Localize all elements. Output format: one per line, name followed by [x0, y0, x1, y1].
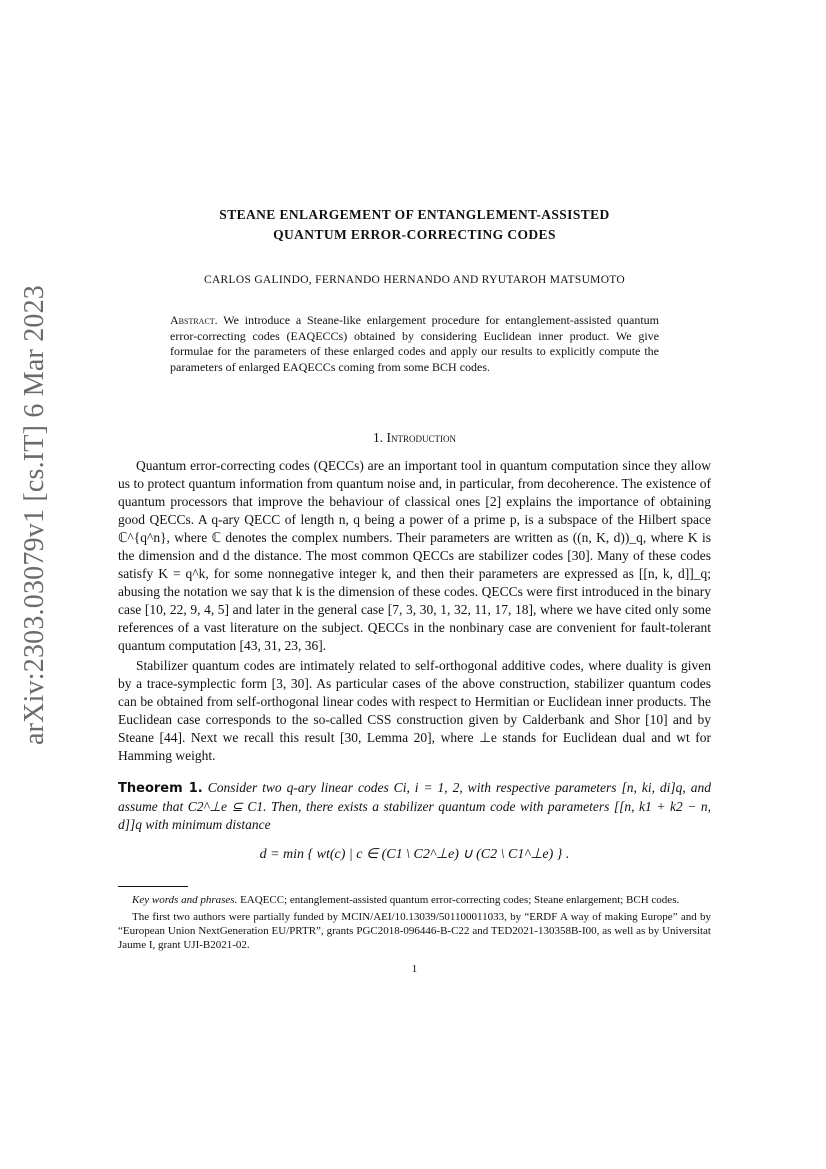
keywords-label: Key words and phrases. — [132, 894, 238, 906]
theorem-statement: Consider two q-ary linear codes Ci, i = 1, 2, with respective parameters [n, ki, di]q, and assume that C2^⊥e ⊆ C1. Then, there exists a stabilizer quantum code with parameters [[n, k1 + k2 − n, d]]q with minimum distance — [118, 780, 711, 832]
intro-paragraph-1: Quantum error-correcting codes (QECCs) are an important tool in quantum computation since they allow us to protect quantum information from quantum noise and, in particular, from decoherence. The existence of quantum processors that improve the behaviour of classical ones [2] explains the importance of obtaining good QECCs. A q-ary QECC of length n, q being a power of a prime p, is a subspace of the Hilbert space ℂ^{q^n}, where ℂ denotes the complex numbers. Their parameters are written as ((n, K, d))_q, where K is the dimension and d the distance. The most common QECCs are stabilizer codes [30]. Many of these codes satisfy K = q^k, for some nonnegative integer k, and then their parameters are expressed as [[n, k, d]]_q; abusing the notation we say that k is the dimension of these codes. QECCs were first introduced in the binary case [10, 22, 9, 4, 5] and later in the general case [7, 3, 30, 1, 32, 11, 17, 18], where we have cited only some references of a vast literature on the subject. QECCs in the nonbinary case are convenient for fault-tolerant quantum computation [43, 31, 23, 36]. — [118, 458, 711, 653]
author-list: CARLOS GALINDO, FERNANDO HERNANDO AND RYUTAROH MATSUMOTO — [203, 274, 626, 286]
abstract — [170, 313, 659, 375]
footnote-keywords — [118, 893, 711, 907]
title-line-2: QUANTUM ERROR-CORRECTING CODES — [273, 227, 556, 242]
distance-formula: d = min { wt(c) | c ∈ (C1 \ C2^⊥e) ∪ (C2 \ C1^⊥e) } . — [259, 847, 570, 862]
footnote-funding: The first two authors were partially funded by MCIN/AEI/10.13039/501100011033, by “ERDF A way of making Europe” and by “European Union NextGeneration EU/PRTR”, grants PGC2018-096446-B-C22 and TED2021-130358B-I00, as well as by Universitat Jaume I, grant UJI-B2021-02. — [118, 911, 711, 951]
paper-page — [118, 205, 711, 978]
intro-paragraph-2: Stabilizer quantum codes are intimately related to self-orthogonal additive codes, where duality is given by a trace-symplectic form [3, 30]. As particular cases of the above construction, stabilizer quantum codes can be obtained from self-orthogonal linear codes with respect to Hermitian or Euclidean inner products. The Euclidean case corresponds to the so-called CSS construction given by Calderbank and Shor [10] and by Steane [44]. Next we recall this result [30, Lemma 20], where ⊥e stands for Euclidean dual and wt for Hamming weight. — [118, 658, 711, 763]
section-heading: 1. Introduction — [373, 430, 456, 445]
page-number: 1 — [411, 963, 418, 975]
title-line-1: STEANE ENLARGEMENT OF ENTANGLEMENT-ASSISTED — [219, 207, 610, 222]
arxiv-side-stamp — [14, 285, 56, 745]
keywords-text: EAQECC; entanglement-assisted quantum error-correcting codes; Steane enlargement; BCH codes. — [240, 894, 680, 906]
theorem-block — [118, 779, 711, 834]
theorem-heading: Theorem 1. — [118, 781, 203, 796]
paper-title — [118, 205, 711, 245]
footnote-rule — [118, 886, 188, 887]
abstract-text: We introduce a Steane-like enlargement procedure for entanglement-assisted quantum error-correcting codes (EAQECCs) obtained by considering Euclidean inner product. We give formulae for the parameters of these enlarged codes and apply our results to explicitly compute the parameters of enlarged EAQECCs coming from some BCH codes. — [170, 313, 659, 374]
footnotes — [118, 893, 711, 952]
abstract-label: Abstract. — [170, 313, 218, 327]
arxiv-stamp-text: arXiv:2303.03079v1 [cs.IT] 6 Mar 2023 — [19, 285, 51, 745]
